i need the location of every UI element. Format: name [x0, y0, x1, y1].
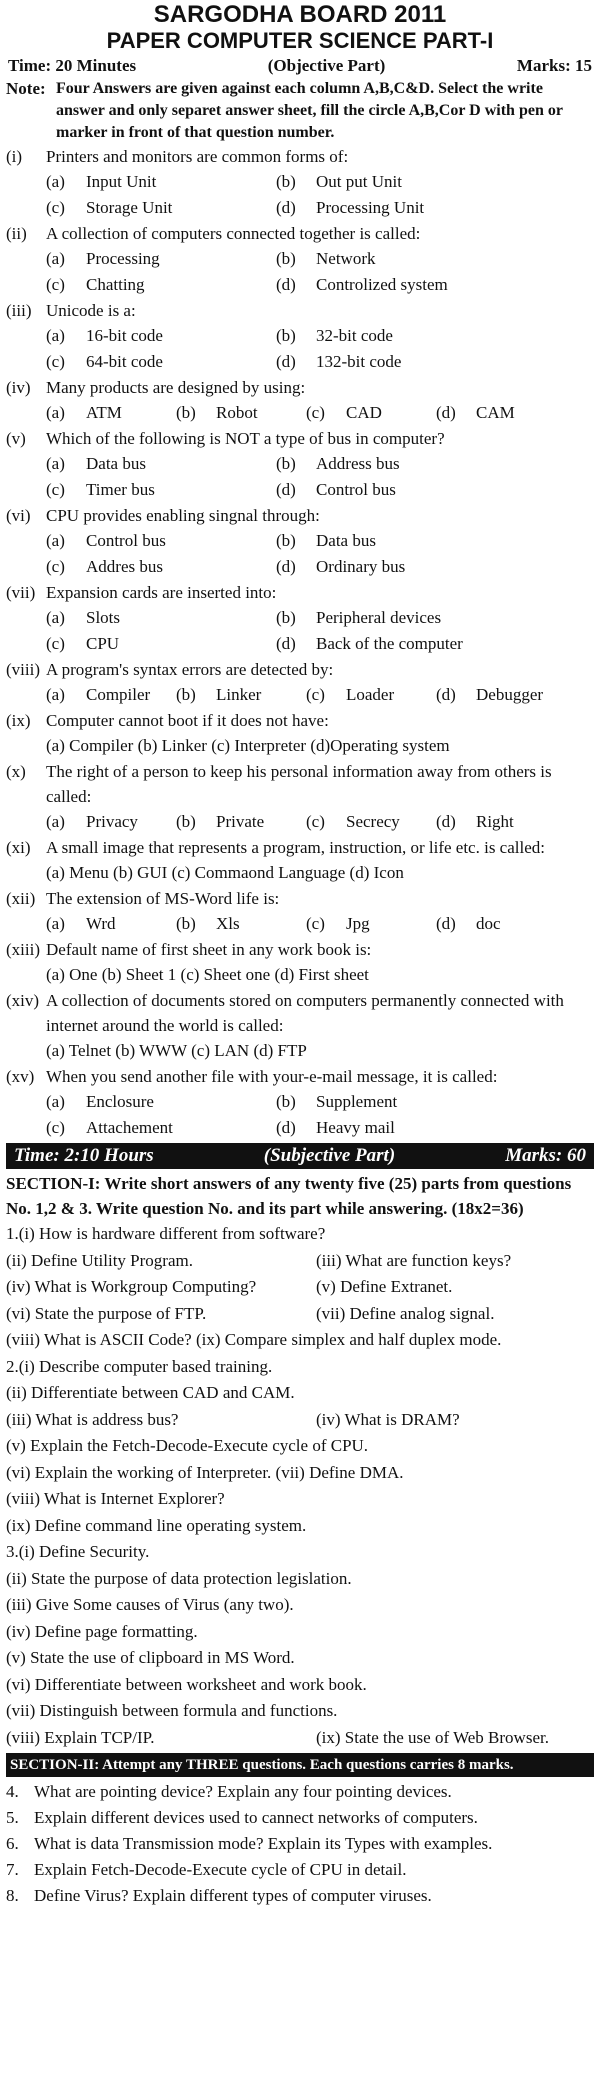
- short-question: 1.(i) How is hardware different from software?: [6, 1224, 326, 1243]
- mcq-number: (vii): [6, 583, 36, 602]
- mcq-options: [6, 323, 594, 375]
- short-question: (iii) What are function keys?: [316, 1250, 512, 1270]
- mcq-question: [6, 708, 594, 733]
- option-letter: (d): [276, 275, 296, 294]
- option-letter: (b): [276, 1092, 296, 1111]
- option-letter: (b): [176, 812, 196, 831]
- option-letter: (c): [46, 275, 65, 294]
- short-question-row: [6, 1274, 594, 1301]
- short-question-row: [6, 1698, 594, 1725]
- mcq-number: (xiii): [6, 940, 40, 959]
- mcq-question: [6, 988, 594, 1038]
- long-question-number: 6.: [6, 1834, 19, 1853]
- option-text: Wrd: [86, 914, 116, 933]
- short-question: (iii) Give Some causes of Virus (any two).: [6, 1595, 294, 1614]
- mcq-number: (xv): [6, 1067, 35, 1086]
- option-letter: (b): [276, 608, 296, 627]
- option-letter: (b): [276, 249, 296, 268]
- option-text: Linker: [216, 685, 262, 704]
- option-letter: (a): [46, 608, 65, 627]
- option-text: Controlized system: [316, 275, 448, 294]
- option-text: Compiler: [86, 685, 151, 704]
- mcq-text: The right of a person to keep his personal information away from others is called:: [46, 762, 552, 806]
- page-subtitle: PAPER COMPUTER SCIENCE PART-I: [106, 28, 494, 53]
- option-text: 64-bit code: [86, 352, 163, 371]
- option-letter: (b): [276, 454, 296, 473]
- short-question: (vi) State the purpose of FTP.: [6, 1303, 207, 1323]
- mcq-text: A small image that represents a program, instruction, or life etc. is called:: [46, 838, 545, 857]
- option-letter: (a): [46, 914, 65, 933]
- short-question: (v) State the use of clipboard in MS Word.: [6, 1648, 295, 1667]
- option-letter: (c): [306, 403, 325, 422]
- mcq-question: [6, 937, 594, 962]
- option-letter: (d): [436, 914, 456, 933]
- short-question-row: [6, 1672, 594, 1699]
- mcq-options: (a) Telnet (b) WWW (c) LAN (d) FTP: [46, 1041, 307, 1060]
- option-letter: (c): [306, 685, 325, 704]
- short-question: (vii) Distinguish between formula and functions.: [6, 1701, 338, 1720]
- objective-time: Time: 20 Minutes: [8, 56, 137, 75]
- mcq-options: [6, 809, 594, 835]
- long-question: [6, 1805, 594, 1831]
- option-text: Heavy mail: [316, 1118, 395, 1137]
- short-question-row: [6, 1645, 594, 1672]
- short-question-row: [6, 1248, 594, 1275]
- mcq-options: [6, 605, 594, 657]
- mcq-text: Printers and monitors are common forms of:: [46, 147, 349, 166]
- mcq-text: Default name of first sheet in any work book is:: [46, 940, 372, 959]
- option-letter: (c): [306, 914, 325, 933]
- mcq-options: [6, 682, 594, 708]
- option-text: Debugger: [476, 685, 544, 704]
- long-question: [6, 1831, 594, 1857]
- long-question-number: 5.: [6, 1808, 19, 1827]
- mcq-question: [6, 503, 594, 528]
- short-question: (viii) What is Internet Explorer?: [6, 1489, 225, 1508]
- section-2-heading: SECTION-II: Attempt any THREE questions. Each questions carries 8 marks.: [6, 1753, 594, 1777]
- short-question-row: [6, 1460, 594, 1487]
- long-question-text: What are pointing device? Explain any four pointing devices.: [34, 1782, 452, 1801]
- option-text: CAM: [476, 403, 515, 422]
- mcq-text: A program's syntax errors are detected by:: [46, 660, 334, 679]
- long-question-number: 7.: [6, 1860, 19, 1879]
- option-letter: (a): [46, 812, 65, 831]
- short-question-row: [6, 1221, 594, 1248]
- option-letter: (c): [46, 634, 65, 653]
- option-letter: (a): [46, 1092, 65, 1111]
- option-text: CAD: [346, 403, 382, 422]
- objective-marks: Marks: 15: [516, 56, 592, 75]
- option-text: Attachement: [86, 1118, 173, 1137]
- option-letter: (a): [46, 326, 65, 345]
- mcq-number: (iv): [6, 378, 31, 397]
- long-question: [6, 1857, 594, 1883]
- mcq-options: [6, 169, 594, 221]
- mcq-options: [6, 911, 594, 937]
- short-question-row: [6, 1327, 594, 1354]
- mcq-question: [6, 886, 594, 911]
- mcq-text: Computer cannot boot if it does not have:: [46, 711, 329, 730]
- mcq-number: (xiv): [6, 991, 40, 1010]
- short-questions: [6, 1221, 594, 1751]
- mcq-options: (a) Compiler (b) Linker (c) Interpreter (d)Operating system: [46, 736, 450, 755]
- note: [6, 78, 594, 144]
- option-text: Storage Unit: [86, 198, 173, 217]
- mcq-question: [6, 426, 594, 451]
- option-letter: (d): [276, 557, 296, 576]
- option-letter: (b): [276, 326, 296, 345]
- long-question-number: 4.: [6, 1782, 19, 1801]
- short-question-row: [6, 1380, 594, 1407]
- option-text: CPU: [86, 634, 120, 653]
- mcq-number: (x): [6, 762, 26, 781]
- mcq-question: [6, 759, 594, 809]
- option-letter: (d): [436, 403, 456, 422]
- mcq-text: The extension of MS-Word life is:: [46, 889, 280, 908]
- subjective-time: Time: 2:10 Hours: [14, 1145, 154, 1166]
- mcq-text: A collection of documents stored on computers permanently connected with internet around the world is called:: [46, 991, 564, 1035]
- short-question-row: [6, 1592, 594, 1619]
- mcq-question: [6, 1064, 594, 1089]
- option-letter: (b): [276, 531, 296, 550]
- option-text: Jpg: [346, 914, 370, 933]
- short-question: 3.(i) Define Security.: [6, 1542, 150, 1561]
- option-text: Out put Unit: [316, 172, 402, 191]
- short-question: (v) Define Extranet.: [316, 1277, 453, 1296]
- mcq-question: [6, 657, 594, 682]
- long-question-text: Explain different devices used to cannect networks of computers.: [34, 1808, 478, 1827]
- short-question-row: [6, 1486, 594, 1513]
- long-question-number: 8.: [6, 1886, 19, 1905]
- note-label: Note:: [6, 79, 46, 98]
- option-letter: (a): [46, 531, 65, 550]
- short-question-row: [6, 1407, 594, 1434]
- option-text: 132-bit code: [316, 352, 402, 371]
- option-letter: (c): [46, 198, 65, 217]
- mcq-text: A collection of computers connected together is called:: [46, 224, 421, 243]
- option-text: Privacy: [86, 812, 138, 831]
- option-letter: (a): [46, 249, 65, 268]
- objective-part: (Objective Part): [267, 56, 386, 75]
- option-letter: (a): [46, 685, 65, 704]
- long-question: [6, 1883, 594, 1909]
- mcq-options: (a) Menu (b) GUI (c) Commaond Language (d) Icon: [46, 863, 404, 882]
- short-question-row: [6, 1539, 594, 1566]
- short-question: (vi) Explain the working of Interpreter. (vii) Define DMA.: [6, 1462, 404, 1482]
- option-letter: (c): [46, 1118, 65, 1137]
- option-text: 16-bit code: [86, 326, 163, 345]
- mcq-question: [6, 298, 594, 323]
- short-question: (viii) What is ASCII Code? (ix) Compare simplex and half duplex mode.: [6, 1330, 502, 1349]
- long-question: [6, 1779, 594, 1805]
- option-text: Addres bus: [86, 557, 163, 576]
- option-text: Loader: [346, 685, 395, 704]
- option-text: Data bus: [86, 454, 146, 473]
- option-text: Timer bus: [86, 480, 155, 499]
- mcq-number: (vi): [6, 506, 31, 525]
- option-letter: (c): [46, 480, 65, 499]
- option-letter: (a): [46, 403, 65, 422]
- option-letter: (c): [46, 557, 65, 576]
- option-letter: (b): [276, 172, 296, 191]
- mcq-question: [6, 221, 594, 246]
- mcq-number: (iii): [6, 301, 32, 320]
- mcq-question: [6, 144, 594, 169]
- mcq-options: [6, 1089, 594, 1141]
- short-question: (iii) What is address bus?: [6, 1409, 179, 1429]
- option-letter: (a): [46, 172, 65, 191]
- short-question: (ii) Differentiate between CAD and CAM.: [6, 1383, 295, 1402]
- mcq-text: CPU provides enabling singnal through:: [46, 506, 320, 525]
- mcq-options: [6, 528, 594, 580]
- mcq-number: (ii): [6, 224, 27, 243]
- page-title: SARGODHA BOARD 2011: [153, 1, 447, 28]
- option-letter: (b): [176, 685, 196, 704]
- short-question: 2.(i) Describe computer based training.: [6, 1356, 273, 1376]
- option-text: Slots: [86, 608, 121, 627]
- short-question-row: [6, 1354, 594, 1381]
- mcq-number: (xi): [6, 838, 31, 857]
- short-question: (iv) What is Workgroup Computing?: [6, 1277, 257, 1296]
- option-letter: (c): [46, 352, 65, 371]
- short-question-row: [6, 1725, 594, 1752]
- mcq-options: [6, 246, 594, 298]
- option-text: Input Unit: [86, 172, 157, 191]
- short-question: (iv) What is DRAM?: [316, 1409, 460, 1429]
- objective-header: [6, 54, 594, 78]
- option-letter: (c): [306, 812, 325, 831]
- section-1-heading: SECTION-I: Write short answers of any twenty five (25) parts from questions No. 1,2 & 3. Write question No. and its part while answering. (18x2=36): [6, 1174, 572, 1218]
- option-text: Processing Unit: [316, 198, 425, 217]
- short-question: (ii) Define Utility Program.: [6, 1250, 193, 1270]
- option-text: Peripheral devices: [316, 608, 442, 627]
- long-question-text: Define Virus? Explain different types of computer viruses.: [34, 1886, 432, 1905]
- mcq-text: When you send another file with your-e-mail message, it is called:: [46, 1067, 498, 1086]
- option-letter: (d): [276, 198, 296, 217]
- long-question-text: Explain Fetch-Decode-Execute cycle of CPU in detail.: [34, 1860, 407, 1879]
- option-letter: (d): [436, 685, 456, 704]
- subjective-part: (Subjective Part): [263, 1145, 396, 1166]
- option-letter: (d): [276, 480, 296, 499]
- short-question: (vi) Differentiate between worksheet and work book.: [6, 1674, 367, 1694]
- option-text: doc: [476, 914, 501, 933]
- mcq-list: [6, 144, 594, 1141]
- option-text: Data bus: [316, 531, 376, 550]
- long-question-text: What is data Transmission mode? Explain its Types with examples.: [34, 1834, 493, 1853]
- option-letter: (b): [176, 403, 196, 422]
- mcq-options: [6, 451, 594, 503]
- mcq-number: (ix): [6, 711, 31, 730]
- short-question: (vii) Define analog signal.: [316, 1303, 495, 1323]
- option-text: Control bus: [86, 531, 166, 550]
- mcq-options: [6, 400, 594, 426]
- subjective-header: [6, 1143, 594, 1169]
- short-question-row: [6, 1619, 594, 1646]
- option-text: Network: [316, 249, 376, 268]
- option-text: Address bus: [316, 454, 400, 473]
- option-text: Back of the computer: [316, 634, 463, 653]
- short-question: (ii) State the purpose of data protection legislation.: [6, 1568, 352, 1588]
- option-letter: (a): [46, 454, 65, 473]
- option-text: Right: [476, 812, 514, 831]
- short-question-row: [6, 1566, 594, 1593]
- option-letter: (b): [176, 914, 196, 933]
- short-question: (ix) State the use of Web Browser.: [316, 1727, 549, 1747]
- option-text: Supplement: [316, 1092, 398, 1111]
- option-text: Robot: [216, 403, 258, 422]
- mcq-text: Many products are designed by using:: [46, 378, 306, 397]
- mcq-text: Expansion cards are inserted into:: [46, 583, 277, 602]
- short-question-row: [6, 1433, 594, 1460]
- short-question: (ix) Define command line operating system.: [6, 1515, 307, 1535]
- subjective-marks: Marks: 60: [505, 1145, 586, 1166]
- mcq-question: [6, 580, 594, 605]
- option-letter: (d): [276, 1118, 296, 1137]
- mcq-number: (v): [6, 429, 26, 448]
- mcq-number: (viii): [6, 660, 40, 679]
- mcq-options: (a) One (b) Sheet 1 (c) Sheet one (d) First sheet: [46, 965, 369, 984]
- mcq-text: Which of the following is NOT a type of bus in computer?: [46, 429, 445, 448]
- short-question: (v) Explain the Fetch-Decode-Execute cycle of CPU.: [6, 1436, 369, 1455]
- option-text: Processing: [86, 249, 160, 268]
- mcq-number: (xii): [6, 889, 36, 908]
- option-text: 32-bit code: [316, 326, 393, 345]
- mcq-question: [6, 375, 594, 400]
- option-text: Chatting: [86, 275, 145, 294]
- mcq-text: Unicode is a:: [46, 301, 136, 320]
- short-question: (iv) Define page formatting.: [6, 1621, 198, 1641]
- option-text: Secrecy: [346, 812, 400, 831]
- option-letter: (d): [276, 352, 296, 371]
- mcq-question: [6, 835, 594, 860]
- option-letter: (d): [276, 634, 296, 653]
- short-question-row: [6, 1301, 594, 1328]
- option-text: ATM: [86, 403, 122, 422]
- option-text: Control bus: [316, 480, 396, 499]
- mcq-number: (i): [6, 147, 23, 166]
- short-question-row: [6, 1513, 594, 1540]
- option-text: Enclosure: [86, 1092, 154, 1111]
- note-text: Four Answers are given against each column A,B,C&D. Select the write answer and only separet answer sheet, fill the circle A,B,Cor D with pen or marker in front of that question number.: [56, 80, 563, 141]
- option-text: Ordinary bus: [316, 557, 406, 576]
- option-text: Xls: [216, 914, 240, 933]
- option-letter: (d): [436, 812, 456, 831]
- long-questions: [6, 1779, 594, 1909]
- option-text: Private: [216, 812, 265, 831]
- short-question: (viii) Explain TCP/IP.: [6, 1727, 155, 1747]
